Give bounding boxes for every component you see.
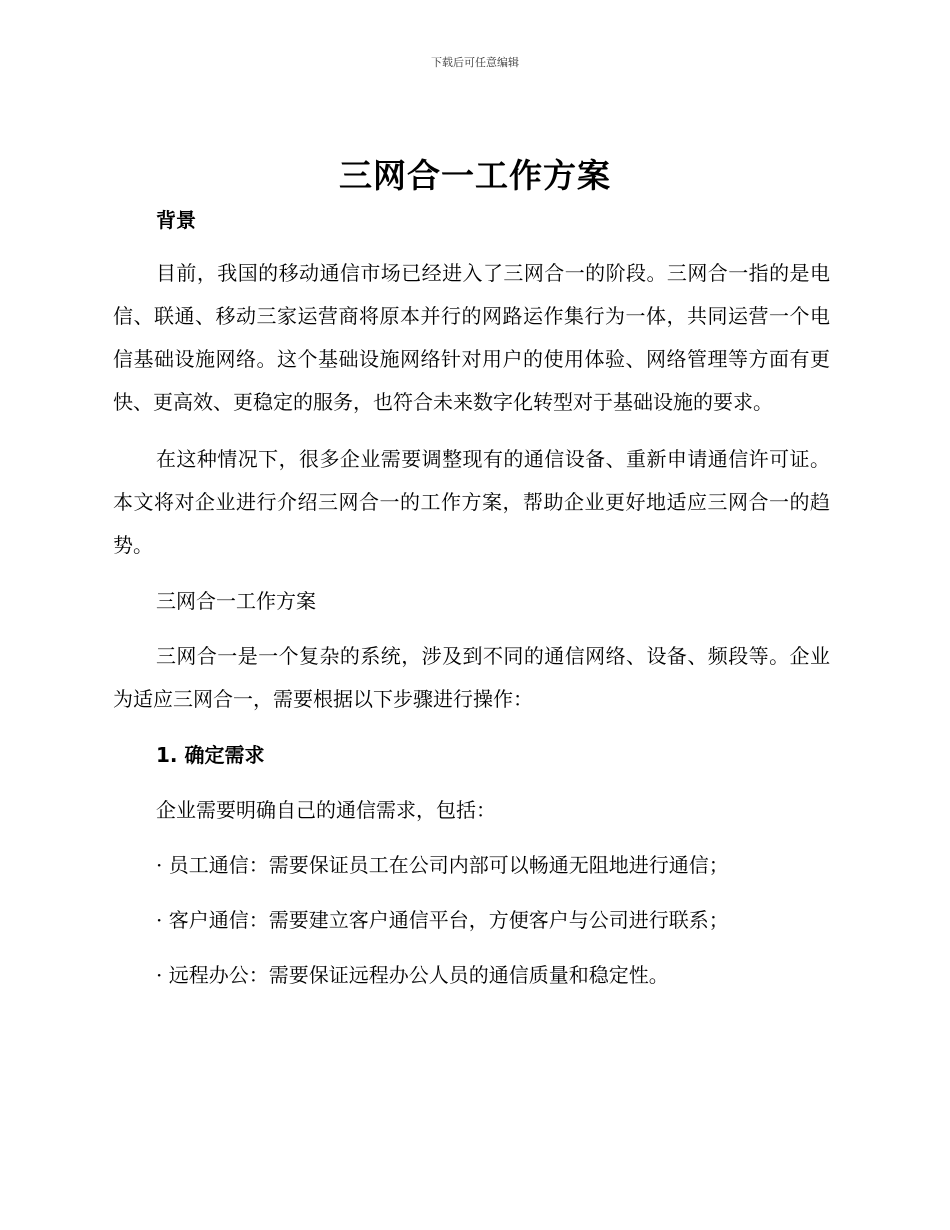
page-title: 三网合一工作方案	[339, 156, 611, 195]
header-note: 下载后可任意编辑	[431, 56, 519, 69]
list-item: · 客户通信：需要建立客户通信平台，方便客户与公司进行联系；	[156, 908, 729, 932]
paragraph-background-1: 目前，我国的移动通信市场已经进入了三网合一的阶段。三网合一指的是电信、联通、移动三家运营商将原本并行的网路运作集行为一体，共同运营一个电信基础设施网络。这个基础设施网络针对用户的使用体验、网络管理等方面有更快、更高效、更稳定的服务，也符合未来数字化转型对于基础设施的要求。	[113, 261, 830, 414]
paragraph-background-2: 在这种情况下，很多企业需要调整现有的通信设备、重新申请通信许可证。本文将对企业进行介绍三网合一的工作方案，帮助企业更好地适应三网合一的趋势。	[113, 447, 830, 557]
list-item: · 远程办公：需要保证远程办公人员的通信质量和稳定性。	[156, 963, 669, 987]
section-heading-step1: 1. 确定需求	[156, 743, 265, 767]
paragraph-step1-intro: 企业需要明确自己的通信需求，包括：	[156, 798, 496, 822]
paragraph-plan-1: 三网合一是一个复杂的系统，涉及到不同的通信网络、设备、频段等。企业为适应三网合一，需要根据以下步骤进行操作：	[113, 644, 830, 711]
document-body	[113, 200, 830, 997]
section-heading-plan: 三网合一工作方案	[156, 589, 316, 613]
list-item: · 员工通信：需要保证员工在公司内部可以畅通无阻地进行通信；	[156, 853, 729, 877]
section-heading-background: 背景	[156, 208, 196, 232]
